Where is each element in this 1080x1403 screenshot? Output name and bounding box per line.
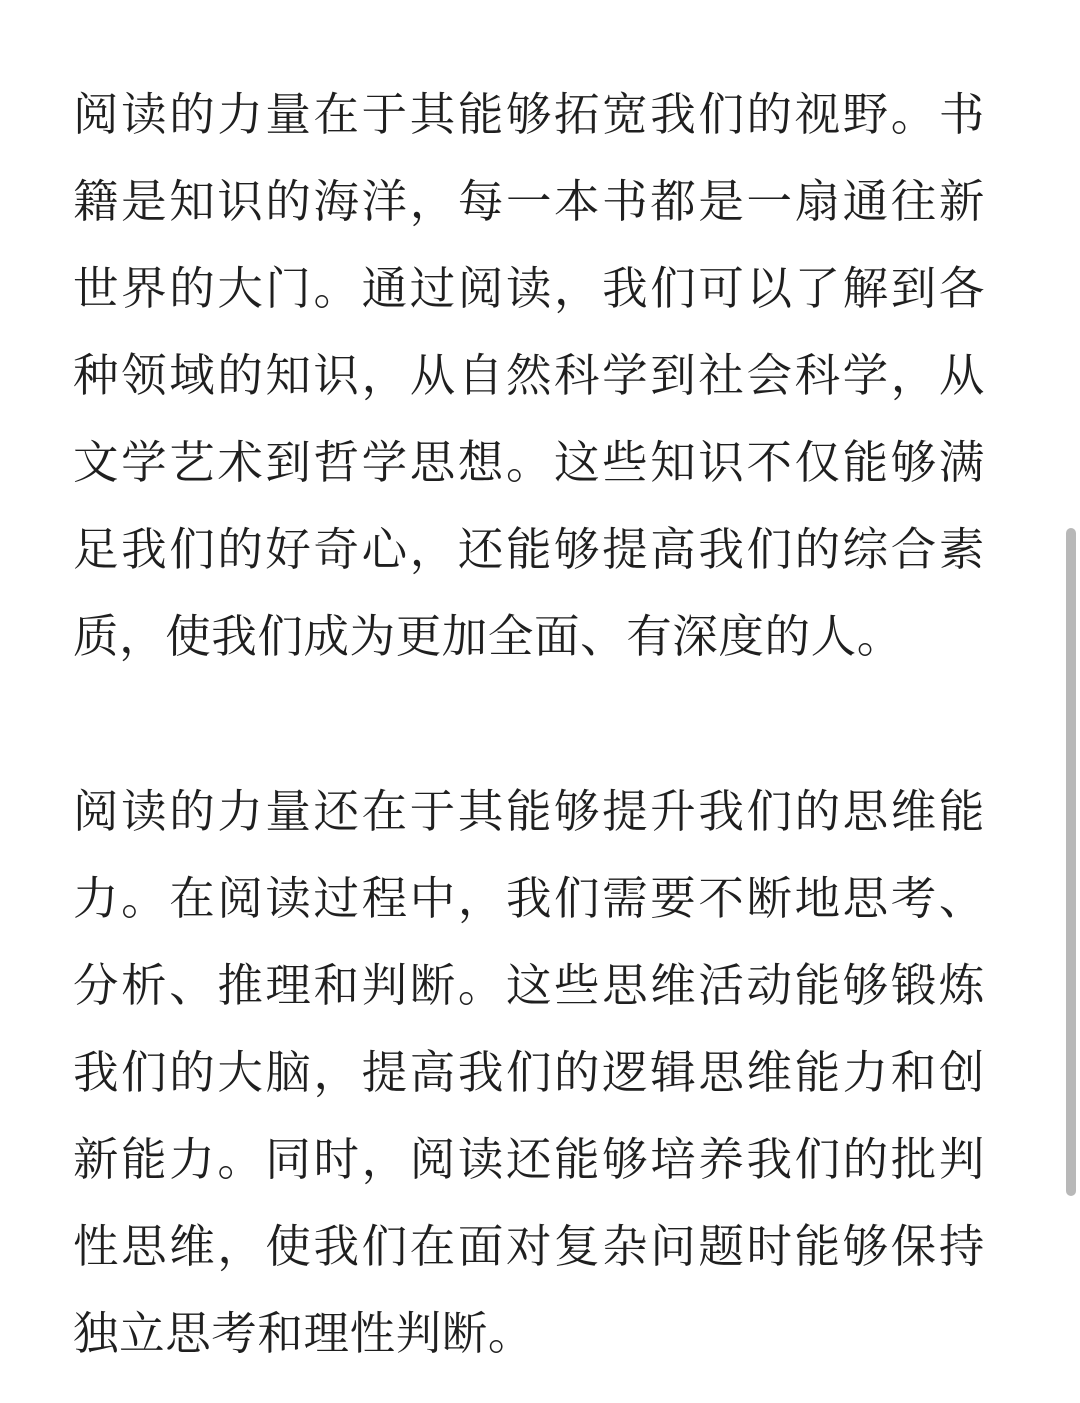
vertical-scrollbar[interactable] [1066,0,1076,1403]
paragraph-reading-improves-thinking: 阅读的力量还在于其能够提升我们的思维能力。在阅读过程中，我们需要不断地思考、分析、推理和判断。这些思维活动能够锻炼我们的大脑，提高我们的逻辑思维能力和创新能力。同时，阅读还能够培养我们的批判性思维，使我们在面对复杂问题时能够保持独立思考和理性判断。 [73,785,985,1360]
paragraph-reading-broadens-horizons: 阅读的力量在于其能够拓宽我们的视野。书籍是知识的海洋，每一本书都是一扇通往新世界的大门。通过阅读，我们可以了解到各种领域的知识，从自然科学到社会科学，从文学艺术到哲学思想。这些知识不仅能够满足我们的好奇心，还能够提高我们的综合素质，使我们成为更加全面、有深度的人。 [73,88,985,663]
article-body [73,71,985,1377]
scrollbar-thumb[interactable] [1066,528,1076,1196]
